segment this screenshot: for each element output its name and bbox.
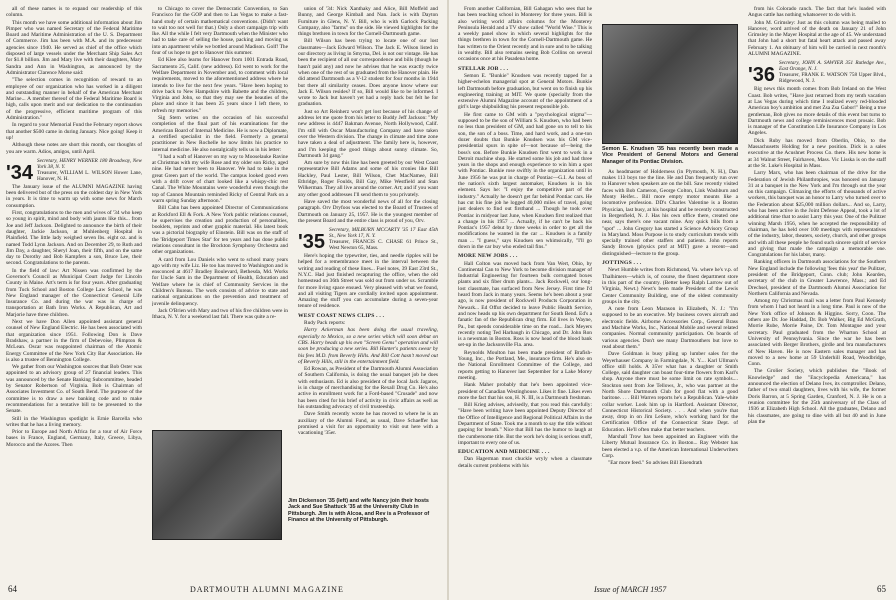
photo-caption: Semon E. Knudsen '35 has recently been made a Vice President of General Motors and General Manager of its Pontiac Division. bbox=[602, 146, 738, 165]
paragraph: Next we have Don Allen appointed assistant general counsel of New England Electric. He has been associated with that organization since 1951. Following Don is Dave Bradshaw, a partner in the firm of Debevoise, Plimpton & McLean. Oscar was reappointed chairman of the Atomic Energy Committee of the New York City Bar Association. He is also a trustee of Bennington College. bbox=[6, 319, 142, 363]
class-35-header bbox=[298, 227, 438, 254]
paragraph: Bill Wilson has been trying to locate one of our lost classmates—Jack Edward Wilson. The Jack E. Wilson listed in our directory as living in Smyrna, Del. is not our vintage. He has been the recipient of all our correspondence and bills (though he hasn't paid any) and now he advises that he was exactly twice when one of the rest of us graduated from the Hanover plain. He did attend Dartmouth as a V-12 student for four months in 1944 but there all similarity ceases. Does anyone know where our Jack E. Wilson resides? If so, Bill would like to be informed. I wrote to Jack but haven't yet had a reply back but felt he for graduation. bbox=[298, 38, 438, 108]
section-heading: JOTTINGS . . . bbox=[602, 260, 642, 267]
class-treasurer: Treasurer, FRANCIS C. CHASE 61 Prince St., West Newton 65, Mass. bbox=[329, 239, 438, 252]
class-treasurer: Treasurer, FRANK E. WATSON 758 Upper Blvd., Ridgewood, N. J. bbox=[779, 72, 886, 85]
paragraph: Larry Marx, who has been chairman of the drive for the Federation of Jewish Philanthropies, was honored on January 31 at a banquet in the New York and I'm through out the year on this campaign. Climaxing the efforts of thousands of active workers, this banquet was an honor to Larry who turned over to the Federation about $25,000 million dollars... And so, Larry, who has been active in the Joint Defense Appeal, took a lot of additional time that to assist Larry this year. One of the Pulitzer winning Marsh 1956, when he accepted the responsibility of chairman, he has held over 100 meetings with representatives of the industry, labor, theaters, society, church, and other groups and with all these people he found such sincere spirit of service and giving that made the campaign a memorable one. Congratulations for his labor, many. bbox=[748, 170, 886, 259]
class-34-paragraphs bbox=[6, 184, 142, 448]
paragraph: The January issue of the ALUMNI MAGAZINE having been delivered but of the press on the coldest day in New York in years. It is time to warm up with some news for March consumption. bbox=[6, 183, 142, 209]
photo-knudsen bbox=[602, 24, 738, 144]
paragraph: A note from Leon Marason in Elizabeth, N. J.: "I'm supposed to be an executive. My business covers aircraft and electronic fields. Airborne Accessories Corp., General Brass and Machine Works, Inc., National Mobile and several related companies. Normal community participation. On boards of various agencies. Don't see many Dartmouthers but love to read about them." bbox=[602, 306, 738, 350]
paragraph: "Ear more feed." So advises Bill Eisendrath bbox=[608, 460, 703, 467]
paragraph: Bill Krieg advises, advisedly, that you read this carefully: "Have been writing have been appointed Deputy Director of the Office of Intelligence and Regional Political Affairs in the Department of State. Took me a month to say the title without gasping for breath." Nice that Bill has the humor to laugh at the cumbersome title. But the work he's doing is serious stuff, important to every one of us. bbox=[458, 402, 592, 446]
page-number: 64 bbox=[8, 584, 17, 594]
paragraph: Have saved the most wonderful news of all for the closing paragraph. Orv Dryfoos was elected to the Board of Trustees of Dartmouth on January 25, 1957. He is the youngest member of the present Board and the entire class is proud of you, Orv. bbox=[298, 198, 438, 224]
column-paragraphs bbox=[458, 261, 592, 447]
paragraph: As headmaster of Holderness (in Plymouth, N. H.), Dan makes 113 boys toe the line. He and Dan frequently run over to Hanover when speakers are on the bill. Saw recently visited faces with Bob Cameron, George Colton, Link Washburn and Monty Heifer... Bill more empty motor mounts like a locomotive profession. DD's Charles Valentine is a Boston Physician, last busy, at his hospital and be recently constructed in Bergenfield, N. J. Has his own office there, created one near, says there's one vacant mine. Any quick bills from a "spot" ... John Gregory has started a Science Advisory Group in Maryland. Moss Purpose is to study curriculum trends with specially trained other staffers and patients. John reports Sandy Brown (physics prof at MIT) gave a recent—and distinguished—lecture to the group. bbox=[602, 168, 738, 257]
paragraph: Marshall Trow has been appointed an Engineer with the Liberty Mutual Insurance Co. in Boston... Ray Webster has been elected a v.p. of the American International Underwriters Corp. bbox=[602, 434, 738, 459]
column-paragraphs bbox=[152, 6, 288, 321]
class-year: '34 bbox=[6, 161, 34, 184]
left-column-1 bbox=[6, 6, 142, 576]
paragraph: This month we have some additional information about Jim Pimper who was named Secretary of the Federal Maritime Board and Maritime Administration of the U. S. Department of Commerce. Jim has been with M.A. and its predecessor agencies since 1940. He served as chief of the office which disposed of large vessels under the Merchant Ship Sales Act for $1.8 billion. Jim and Mary live with their daughters, Mary Sandra and Ann in Washington, as announced by the Administrator Clarence Morse said: bbox=[6, 19, 142, 76]
paragraph: Ranking officers in Dartmouth associations for the Southern New England include the following 'fees this year' the Pulitzer, president of the Bridgeport, Conn. club; John Kearden, secretary of the club in Greater Lawrence, Mass.; and Ed Drechsel, president of the Dartmouth Alumni Association for Northern California and Nevada. bbox=[748, 259, 886, 297]
column-paragraphs bbox=[458, 6, 592, 63]
paragraph: Although these notes are short this month, our thoughts of you are warm. Adios, amigos, until April. bbox=[6, 142, 142, 155]
paragraph: "I had a waft of Hanover on my way to Mooselauke Ravine at Christmas with my wife Rose and my older son Ricky, aged nine. He had never been to Hanover. We had to take in the great Green part of the world. The campus looked good even with a drift cover of chart looked like a whispy-chic rest Canal. The White Mountains were wonderful even though the top of Cannon Mountain reminded Ricky of Central Park on a warm spring Sunday afternoon." bbox=[152, 153, 288, 204]
column-paragraphs bbox=[602, 267, 738, 466]
photo-dickenson-shattuck bbox=[152, 430, 282, 540]
paragraph: to Chicago to cover the Democratic Convention, to San Francisco for the GOP and then to Las Vegas to make a fast-hand study of certain mathematical conventions. (Didn't want to wait too not well for that.) Only a short campaign trip with Ike. All the while I felt very Dartmouth when the Minister who had to take care of selling the house, packing and moving us into an apartment while we bottled around Madison. Golf! The four of us hope to get to Hanover this summer. bbox=[152, 6, 288, 57]
column-paragraphs bbox=[748, 6, 886, 57]
paragraph: Dave Goldman is busy piling up lumber sales for the Weyerhauser Company in Farmingdale, N. Y.... Karl Ullman's office still holds. A 35'er what has a daughter or Smith College, said daughter can boast four-time flowers from Karl's shop. Anyone there must be some limit on rate symbols.... Stockton sent from Joe Tellows, Jr., who was partner at the North Shore Dartmouth Club for good flat with a good baritone. . . . Bill Warren reports he's a Republican. Yale-white collar worker. Look him up in Hartford. Assistant Director, Connecticut Historical Society. . . . And when you're that away, drop in on Jim LeSure, who's working hard for the Certification Office of the Connecticut State Dept. of Education. He'll often make that better teachers. bbox=[602, 351, 738, 433]
class-year: '36 bbox=[748, 64, 776, 87]
class-secretary: Secretary, HENRY WERNER 180 Broadway, New York 38, N. Y. bbox=[37, 157, 142, 170]
photo-caption: Jim Dickenson '35 (left) and wife Nancy join their hosts Jack and Sue Shattuck '35 at the University Club in Pittsburgh. Jim is with Alcoa, and Rev is a Professor of Finance at the University of Pittsburgh. bbox=[288, 498, 430, 523]
paragraph: Ed Klee also learns for Hanover from 1001 Entrada Road, Sacramento 25, Calif. (new address). Ed went to work for the Welfare Department in November and, to comment with local requirements, moved to the aforementioned address where he intends to live for the next few years. "Have been hoping to drive back to New Hampshire with Babette and the children, Virginia and John, so that they may see the beauties of the place and since it has been 25 years since I left there, to refresh my memories." bbox=[152, 57, 288, 114]
paragraph: A card from Lou Daniels who went to school many years ago with my wife Liz. He too has moved to Washington and is ensconced at 4617 Bradley Boulevard, Bethesda, Md. Works for Uncle Sam in the Department of Health, Education and Welfare where he is chief of Community Services in the Children's Bureau. The work consists of advice to state and national organizations on the prevention and treatment of juvenile delinquency. bbox=[152, 256, 288, 307]
right-column-3 bbox=[748, 6, 886, 576]
paragraph: Bill Cahn has been appointed Director of Communications at Rockford Ell & Fork. A New York public relations counsel, he supervises the creation and production of personalities, booklets, reprints and other graphic material. His latest book was a pictorial biography of Einstein. Bill was on the staff of the 'Bridgeport Times Star' for ten years and has done public relations consultant in the Brockton Symphony Orchestra and other organizations. bbox=[152, 205, 288, 256]
section-heading: STELLAR JOB . . . bbox=[458, 65, 509, 72]
byline: Rudy Pack reports: bbox=[304, 320, 346, 327]
paragraph: Big news this month comes from Bob Ireland on the West Coast. Bob writes, "Have just returned from my tenth vacation at Las Vegas during which time I realized every red-blooded American boy's ambition and met Zsa Zsa Gabor!" Being a true gentleman, Bob gives no more details of this event but turns to Dartmouth news and college reminiscences most prosaic. Bob is manager of the Constitution Life Insurance Company in Los Angeles. bbox=[748, 86, 886, 137]
class-34-header bbox=[6, 158, 142, 182]
paragraph: Prior to Europe and North Africa for a tour of Air Force bases in France, England, Germany, Italy, Greece, Libya, Morocco and the Azores. Then bbox=[6, 429, 142, 448]
paragraph: Dick Ruby has moved from Oberlin, Ohio, to the Massachusetts Holding for a new position. Dick is a sales executive at the Acushnet Process Co. there. His new home is at 34 Walnut Street, Fairhaven, Mass. Vic Lisska is on the staff at the St. Luke's Hospital in Mass. bbox=[748, 137, 886, 169]
column-paragraphs bbox=[602, 169, 738, 257]
paragraph: Hall Colton was moved back from Van Wert, Ohio, by Continental Can to New York to become division manager of Industrial Engineering for fourteen bulk corrugated boxes plants and six fiber drum plants... Jack Rockwell, our long-lost classmate, has surfaced from New Jersey. First time I'd heard from Jack in many years. Seems he's been about a year ago, is now president of Rockwell Products Corporation in Newark... Ed Offut decided to leave Public Health Service, and now heads up his own department for South Bend. Ed's a fanatic fan of the Republican drug firm. Ed lives in Wayne, Pa., but spends considerable time on the road... Jack Meyers recently noting Ted Harbaugh in Chicago, and Dr. John Ron is a newsman in Boston. Ross is now head of the blood bank set-up in the Jacksonville Fla. area. bbox=[458, 260, 592, 349]
column-paragraphs bbox=[458, 73, 592, 250]
paragraph: Just so Art Reinherz won't get lost because of his change of address let me quote from his letter to Buddy Jeff Jackson: "My new address is 4447 Bakman Avenue, North Hollywood, Calif. I'm still with Oscar Manufacturing Company and have taken over the Western division. The change in climate and time zone have taken a deal of adjustment. The family here is, however, and I'm keeping the good things about sunny climate. So, Dartmouth 34 gang." bbox=[298, 108, 438, 159]
paragraph: Here's hoping the typewriter, ties, and needle ripples will be helped for a remembrance meet in the interval between the writing and reading of these lines... Fuel notes, 39 East 23rd St., N.Y.C. Had just finished recapturing the office, when the old homestead on 36th Street was sold out from under us. Scramble for more living space ensued. Very pleased with what we found, and all visiting Tigers are cordially invited upon appointment. Amazing the stuff you can accumulate during a seven-year tenure of residence. bbox=[298, 253, 438, 310]
page-number: 65 bbox=[877, 584, 886, 594]
paragraph: We gather from our Washington sources that Bob Oster was appointed to an advisory group of 27 financial leaders. This was announced by the Senate Banking Subcommittee, headed by Senator Robertson of Virginia. Bob is Chairman of Associates Investment Co. of South Bend. The purpose of the committee is to draw a new banking code and to make recommendations for a tentative bill to be presented to the Senate. bbox=[6, 364, 142, 415]
paragraph: The Grolier Society, which publishes the "Book of Knowledge" and the "Encyclopedia Americana," has announced the election of Delano Ives, its comptroller. Delano, father of two small daughters, lives with his wife, the former Doris Barron, at 5 Spring Garden, Cranford, N. J. He is on a reunion committee for the 25th anniversary of the Class of 1936 at Elizabeth High School. All the graduates, Delano and his classmates, are going to dine with all but 40 and in June plan the bbox=[748, 368, 886, 425]
class-year: '35 bbox=[298, 231, 326, 254]
right-column-2 bbox=[602, 6, 738, 576]
issue-date: Issue of MARCH 1957 bbox=[594, 585, 667, 594]
section-heading: WEST COAST NEWS CLIPS . . . bbox=[298, 312, 385, 319]
paragraph: In the field of law: Art Nissen was confirmed by the Governor's Council as Municipal Court Judge for Lincoln County in Maine. Art's term is for four years. After graduating from Tuck School and Boston College Law School, he was New England manager of the Connecticut General Life Insurance Co. and during the war was in charge of transportation at Bath Iron Works. A Republican, Art and Marjorie have three children. bbox=[6, 267, 142, 318]
photo-block bbox=[152, 430, 438, 540]
paragraph: Dan Hagerman must chuckle wryly when a classmate details current problems with his bbox=[458, 456, 592, 469]
paragraph: In regard to your Memorial Fund the February report shows that another $500 came in during January. Nice going! Keep it up! bbox=[6, 122, 142, 141]
class-secretary: Secretary, MILBURN MCCARTY '35 17 East 45th St., New York 17, N. Y. bbox=[329, 227, 438, 240]
paragraph: Hank Maher probably that he's been appointed vice-president of Canadian Westinghouse. Likes it fine. Likes even more the fact that his son, H. N. III, is a Dartmouth freshman. bbox=[458, 382, 592, 401]
class-36-paragraphs bbox=[748, 86, 886, 425]
right-column-1 bbox=[458, 6, 592, 576]
paragraph: Dave Smith recently wrote he has moved to where he is an auxiliary of the Alumni Fund, as usual, Dave Schaeffer has promised a visit for an opportunity to visit out here with a vacationing '35er. bbox=[298, 411, 438, 437]
paragraph: Am sure by now this line has been greeted by our West Coast representative Bill Adams and some of his cronies like Bill Hackley, Paul Lester, Bill Wilson, Chet MacNamee, Bill Ethridge, Roger Foulds, Bill Gay, Mike Westfield and Stan Wilkerman. They all live around the corner. Art; and if you want any other good addresses I'll send them to you privately. bbox=[298, 160, 438, 198]
paragraph: Newt Humble writes from Richmond, Va. where he's v.p. of Thalhimers—which is, of course, the finest department store in this part of the country. (Better keep Ralph Larrow out of Virginia, Newt.) Newt's been made President of the Lewis Center Community Building, one of the oldest community groups in the city. bbox=[602, 267, 738, 305]
class-35-paragraphs bbox=[298, 253, 438, 310]
paragraph: Sig Stern writes on the occasion of his successful completion of the final part of his examinations for the American Board of Internal Medicine. He is now a Diplomate, a certified specialist in the field. Formerly a general practitioner in New Rochelle he now limits his practice to internal medicine. He also nostalgically tells us in his letter: bbox=[152, 115, 288, 153]
column-paragraphs bbox=[298, 6, 438, 224]
class-36-header bbox=[748, 60, 886, 87]
paragraph: First, congratulations to the men and wives of '34 who keep so young in spirit, mind and body with jaunts like this... from Joe and Jeff Jackson. Delighted to announce the birth of their daughter, Jackie Jackson, at Muhlenberg Hospital in Plainfield. The little lady weighed seven lbs. eight oz. and is named Todd Lynn Jackson. And on December 29, to Ruth and Jim Day, a daughter, Sheryl Joan, their fifth, and on the same day to Dorothy and Bob Kampfers a son, Bruce Lee, their second. Congratulations to the parents. bbox=[6, 210, 142, 267]
paragraph: from his Colorado ranch. The fact that he's loaded with Angus cattle has nothing whatsoever to do with it. bbox=[748, 6, 886, 19]
paragraph: Jack O'Brien with Mary and two of his five children were in Ithaca, N. Y. for a weekend last fall. There was quite a re- bbox=[152, 307, 288, 321]
paragraph: From another Californian, Bill Gahagan who sees that he has been teaching school in Monterey for three years. Bill is also writing world affairs columns for the Monterey Peninsula Herald and a TV show called "World Wise." This is a weekly panel show in which several highlights for the things brethren in town for the Cornell-Dartmouth game. He has written to the Orient recently and in sure and to be talking in wealthy. Bill also remains seeing Bob Collins on several occasions once at his Pasadena home. bbox=[458, 6, 592, 63]
section-heading: MORE NEW JOBS . . . bbox=[458, 253, 518, 260]
paragraph: John M. Grimsley: Just as this column was being mailed to Hanover, word arrived of the death on January 21 of John Grimsley in the Mayer Hospital at the age of 45. We understand that John had a short but fatal heart attack and passed away February 1. An obituary of him will be carried in next month's ALUMNI MAGAZINE. bbox=[748, 19, 886, 58]
paragraph: union of '34: Nick Xanthaky and Alice, Bill Moffeld and Bunny, and George Kimball and Nan. Jack is with Dayton Furniture in Glens, N. Y. Bill, who is with Garlock Packing Company, also "farms" on the side. He viewed highlights for the things brethren in town for the Cornell-Dartmouth game. bbox=[298, 6, 438, 38]
column-paragraphs bbox=[298, 366, 438, 436]
quoted-paragraph: Harry Ackerman has been doing the usual traveling, especially to Mexico, so a new series which will soon debut on CBS. Harry heads up his own "Screen Gems" operation and will soon be producing a new series. Bill Hunter's patients swear by his fees M.D. from Beverly Hills. And Bill Cott hasn't moved out of Beverly Hills, still in the entertainment field. bbox=[298, 327, 438, 365]
paragraph: Ed Rowan, as President of the Dartmouth Alumni Association of Southern California, is doing the usual banquet job he does with enthusiasm. Ed is also president of the local Jack Jagaros, is in charge of merchandising for the Rexall Drug Co. He's also active in enrollment work for a Ford-based "Crusade" and now has been cited for his brief of activity in civic affairs as well as his outstanding advocacy of civil trusteeship. bbox=[298, 366, 438, 410]
paragraph: "The selection comes in recognition of reward to an employee of our organization who has worked in a diligent and outstanding manner in behalf of the American Merchant Marine... A member thereof of the Federal Maritime Board is high, calls upon merit and our dedication to the continuation of the progressive, efficient maritime program of this Administration." bbox=[6, 77, 142, 122]
class-treasurer: Treasurer, WILLIAM L. WILSON Hower Lane, Hanover, N. H. bbox=[37, 169, 142, 182]
paragraph: Reynolds Moulton has been made president of Brafish-Young, Inc., the Portland, Me., insurance firm. He's also on the National Enrollment Committee of the College, and reports getting to Hanover last September for a Lake Morey meeting. bbox=[458, 349, 592, 381]
paragraph: Among my Christmas mail was a letter from Paul Kennedy from whom I had not heard in a long time. Paul is now of the New York office of Johnson & Higgins. Sorry, Coon. The others are Dr. Joe Haddad, Dr. Bob Walker, Big Ed McGrath, Morrie Rube, Morrie Paine, Dr. Tom Montague and your secretary. Paul graduated from the Wharton School at University of Pennsylvania. Since the war he has been associated with Berger Brothers, girdle and bra manufacturers of New Haven. He is now Eastern sales manager and has moved to a new home at 59 Underhill Road, Woodbridge, Conn. bbox=[748, 298, 886, 368]
class-secretary: Secretary, JOHN A. SAWYER 351 Rutledge Ave., East Orange, N. J. bbox=[779, 60, 886, 73]
right-page bbox=[448, 0, 896, 600]
intro-paragraphs bbox=[6, 6, 142, 155]
paragraph: Semon E. "Bunkie" Knudsen was recently tapped for a higher-echelon managerial spot at General Motors. Bunkie left Dartmouth before graduation, but went on to finish up his engineering training at MIT. We quote (specially from the extensive Alumni Magazine account of the appointment of a girl's large shipbuilding his present responsible job. bbox=[458, 72, 592, 111]
magazine-name: DARTMOUTH ALUMNI MAGAZINE bbox=[190, 585, 344, 594]
paragraph: He first came to GM with a "psychological stigma"—supposed to be the son of William S. Knudsen, who had been no less than president of GM, and had gone on to tell to his son, the son of a boss. Time, and hard work, and a one-ton dozer doubts that Bunkie Knudsen was his GM vice-presidential spurs in spite of—not because of—being the boss's son. Before Bunkie Knudsen first went to work in a Detroit machine shop. He started some his job and had three years in the shops and enough experience to win him a spot with Pontiac. Bunkie rose swiftly in the organization until in June 1956 he was put in charge of Pontiac—G.I. As boss of the nation's sixth largest automaker, Knudsen is in his element. Says he: "I enjoy the competitive part of the industry." Actually he doesn't get far behind Pontiac cars. He has cut his fine job he logged 40,000 miles of travel, going just dealers to find out firsthand ... Though he took over Pontiac in midyear last June, when Knudsen first realized that a change in his 1957 ... Actually, if he can't be back his Pontiac's 1957 debut by three weeks in order to get all the modifications he wanted in the car ... Knudsen is a family man ... "I guess," says Knudsen sen whimsically, "I'll go down in the car buy who ended tail fins." bbox=[458, 111, 592, 250]
paragraph: Still in the Washington spotlight is Ernie Barcella who writes that he has a living memory. bbox=[6, 415, 142, 428]
section-heading: EDUCATION AND MEDICINE . . . bbox=[458, 449, 550, 456]
paragraph: all of these names is to expand our readership of this column. bbox=[6, 6, 142, 19]
